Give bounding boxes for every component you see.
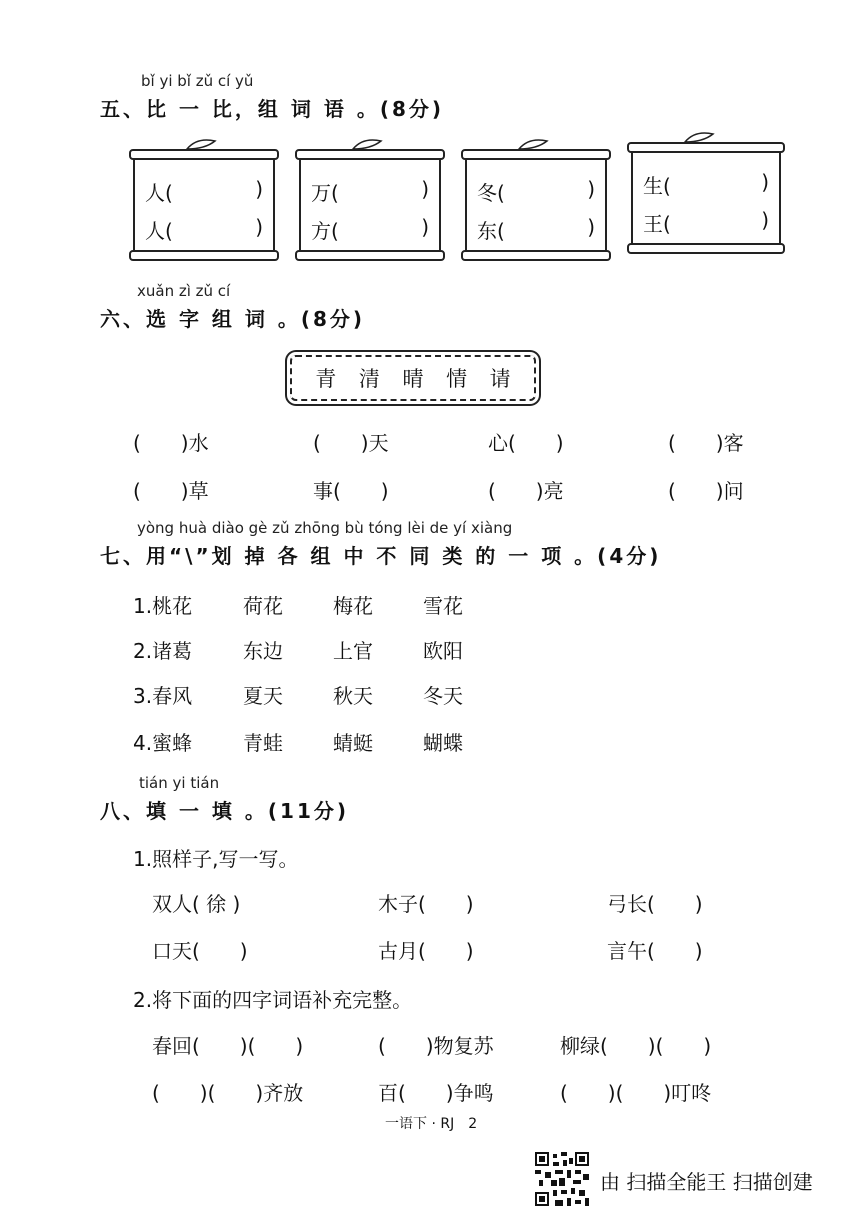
box3-line2: 东( bbox=[477, 219, 505, 243]
fill-item: 春回( )( ) bbox=[152, 1034, 304, 1058]
fill-item: ( )问 bbox=[668, 479, 744, 503]
fill-item: ( )天 bbox=[313, 431, 389, 455]
fill-item: 言午( ) bbox=[607, 939, 703, 963]
group-item: 2.诸葛 bbox=[133, 639, 193, 663]
group-item: 冬天 bbox=[423, 684, 463, 708]
section7-pinyin: yòng huà diào gè zǔ zhōng bù tóng lèi de yí xiàng bbox=[137, 519, 513, 537]
char-option: 青 bbox=[315, 367, 337, 391]
box2-close1: ) bbox=[421, 177, 429, 201]
fill-item: 双人( 徐 ) bbox=[152, 892, 241, 916]
page-footer: 一语下 · RJ 2 bbox=[385, 1116, 478, 1132]
box4-close1: ) bbox=[761, 170, 769, 194]
word-scroll-3 bbox=[465, 155, 607, 255]
fill-item: ( )物复苏 bbox=[378, 1034, 494, 1058]
group-item: 蝴蝶 bbox=[423, 731, 463, 755]
box4-line1: 生( bbox=[643, 174, 671, 198]
fill-item: 古月( ) bbox=[378, 939, 474, 963]
box4-close2: ) bbox=[761, 208, 769, 232]
character-choice-box bbox=[290, 355, 536, 401]
group-item: 4.蜜蜂 bbox=[133, 731, 193, 755]
char-option: 情 bbox=[446, 367, 468, 391]
group-item: 荷花 bbox=[243, 594, 283, 618]
leaf-icon bbox=[351, 135, 385, 151]
group-item: 梅花 bbox=[333, 594, 373, 618]
box2-close2: ) bbox=[421, 215, 429, 239]
box1-close2: ) bbox=[255, 215, 263, 239]
word-scroll-2 bbox=[299, 155, 441, 255]
box3-close1: ) bbox=[587, 177, 595, 201]
fill-item: ( )客 bbox=[668, 431, 744, 455]
box2-line2: 方( bbox=[311, 219, 339, 243]
fill-item: ( )( )齐放 bbox=[152, 1081, 304, 1105]
group-item: 3.春风 bbox=[133, 684, 193, 708]
fill-item: 心( ) bbox=[488, 431, 564, 455]
question-2: 2.将下面的四字词语补充完整。 bbox=[133, 988, 413, 1012]
box3-close2: ) bbox=[587, 215, 595, 239]
section6-pinyin: xuǎn zì zǔ cí bbox=[137, 282, 231, 300]
question-1: 1.照样子,写一写。 bbox=[133, 847, 299, 871]
group-item: 雪花 bbox=[423, 594, 463, 618]
char-option: 晴 bbox=[402, 367, 424, 391]
box1-close1: ) bbox=[255, 177, 263, 201]
section8-heading: 八、填 一 填 。(11分) bbox=[100, 799, 350, 823]
char-option: 清 bbox=[358, 367, 380, 391]
box4-line2: 王( bbox=[643, 212, 671, 236]
fill-item: ( )草 bbox=[133, 479, 209, 503]
group-item: 夏天 bbox=[243, 684, 283, 708]
fill-item: 弓长( ) bbox=[607, 892, 703, 916]
group-item: 蜻蜓 bbox=[333, 731, 373, 755]
fill-item: ( )亮 bbox=[488, 479, 564, 503]
word-scroll-4 bbox=[631, 148, 781, 248]
leaf-icon bbox=[683, 128, 717, 144]
fill-item: 事( ) bbox=[313, 479, 389, 503]
box3-line1: 冬( bbox=[477, 181, 505, 205]
group-item: 东边 bbox=[243, 639, 283, 663]
group-item: 秋天 bbox=[333, 684, 373, 708]
box1-line1: 人( bbox=[145, 181, 173, 205]
scanner-watermark: 由 扫描全能王 扫描创建 bbox=[600, 1170, 813, 1194]
box1-line2: 人( bbox=[145, 219, 173, 243]
leaf-icon bbox=[517, 135, 551, 151]
group-item: 上官 bbox=[333, 639, 373, 663]
section7-heading: 七、用“\”划 掉 各 组 中 不 同 类 的 一 项 。(4分) bbox=[100, 544, 662, 568]
section5-pinyin: bǐ yi bǐ zǔ cí yǔ bbox=[141, 72, 254, 90]
fill-item: ( )( )叮咚 bbox=[560, 1081, 712, 1105]
fill-item: 木子( ) bbox=[378, 892, 474, 916]
section5-heading: 五、比 一 比，组 词 语 。(8分) bbox=[100, 97, 445, 121]
char-option: 请 bbox=[489, 367, 511, 391]
leaf-icon bbox=[185, 135, 219, 151]
qr-code-icon bbox=[535, 1152, 589, 1206]
section6-heading: 六、选 字 组 词 。(8分) bbox=[100, 307, 366, 331]
fill-item: ( )水 bbox=[133, 431, 209, 455]
group-item: 1.桃花 bbox=[133, 594, 193, 618]
fill-item: 口天( ) bbox=[152, 939, 248, 963]
group-item: 青蛙 bbox=[243, 731, 283, 755]
section8-pinyin: tián yi tián bbox=[139, 774, 220, 792]
fill-item: 百( )争鸣 bbox=[378, 1081, 494, 1105]
fill-item: 柳绿( )( ) bbox=[560, 1034, 712, 1058]
group-item: 欧阳 bbox=[423, 639, 463, 663]
word-scroll-1 bbox=[133, 155, 275, 255]
box2-line1: 万( bbox=[311, 181, 339, 205]
